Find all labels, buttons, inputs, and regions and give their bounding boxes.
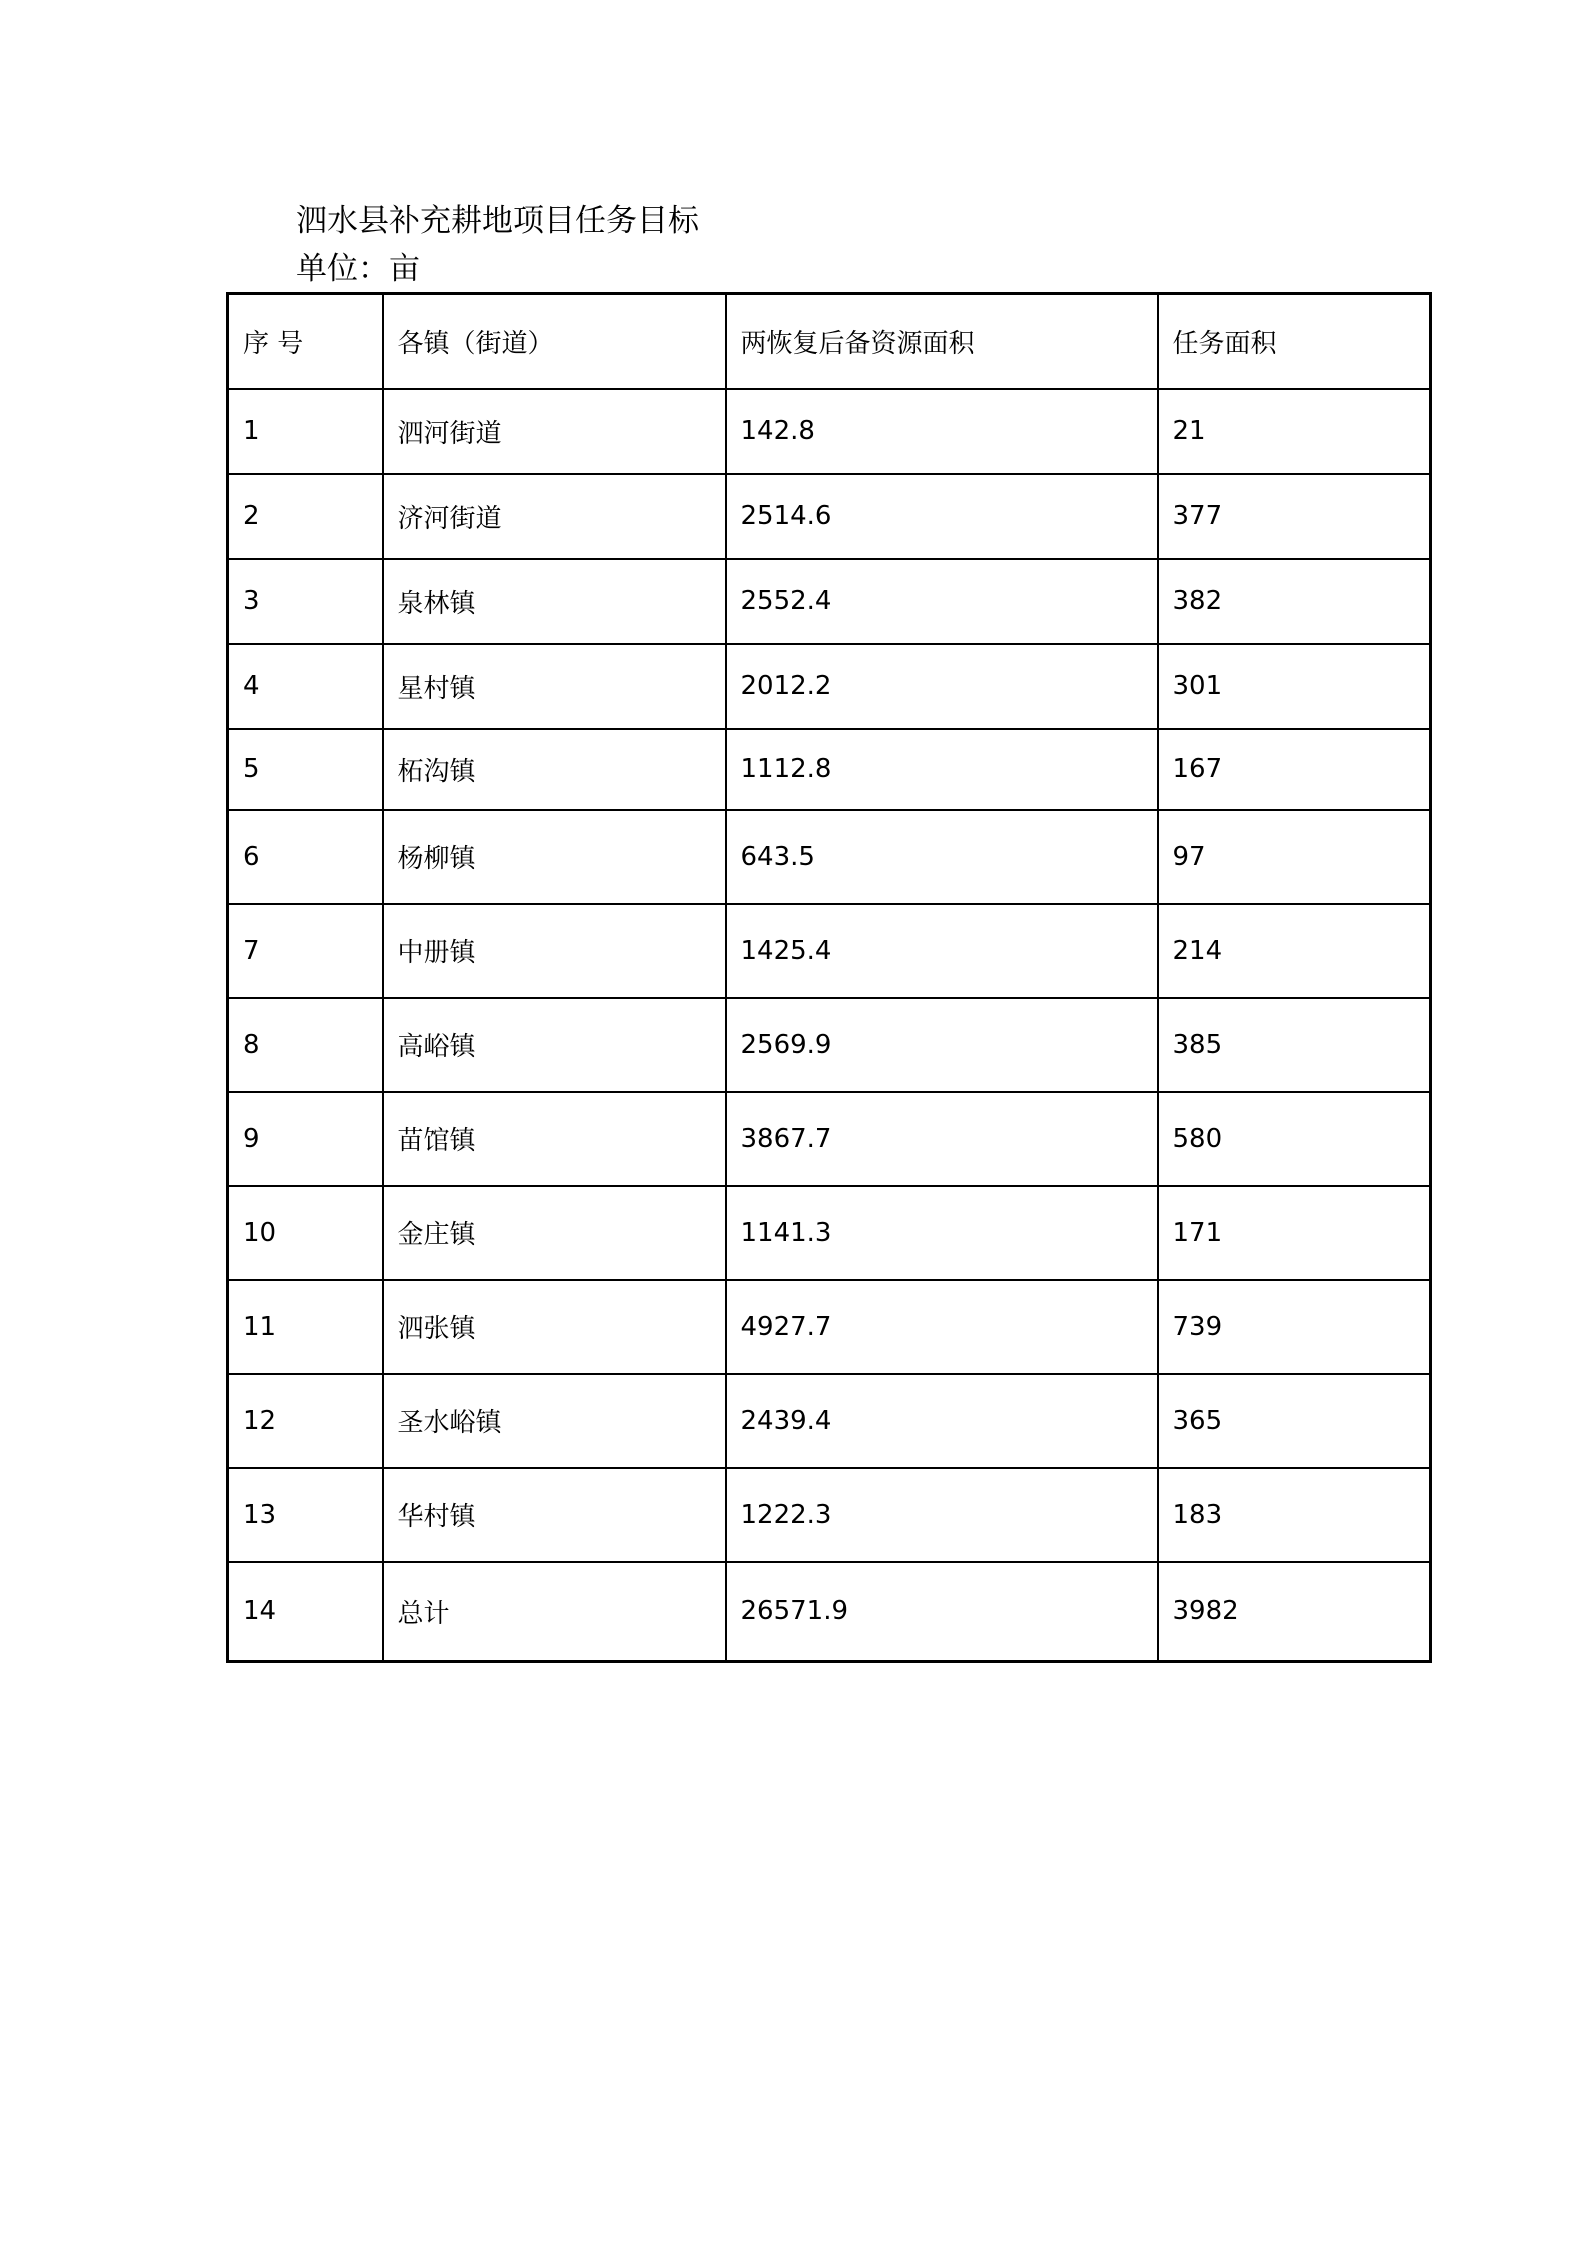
table-row <box>228 1280 1431 1374</box>
table-row <box>228 1186 1431 1280</box>
table-row <box>228 474 1431 559</box>
table-row <box>228 559 1431 644</box>
cell-town: 金庄镇 <box>383 1186 726 1280</box>
cell-serial-number: 8 <box>228 998 383 1092</box>
cell-task-area: 580 <box>1158 1092 1431 1186</box>
cell-task-area: 377 <box>1158 474 1431 559</box>
table-row <box>228 1092 1431 1186</box>
cell-town: 泗张镇 <box>383 1280 726 1374</box>
cell-reserve-area: 2552.4 <box>726 559 1158 644</box>
document-title: 泗水县补充耕地项目任务目标 <box>296 203 699 239</box>
cell-task-area: 21 <box>1158 389 1431 474</box>
cell-reserve-area: 1141.3 <box>726 1186 1158 1280</box>
table-header-row <box>228 294 1431 389</box>
cell-town: 苗馆镇 <box>383 1092 726 1186</box>
cell-serial-number: 11 <box>228 1280 383 1374</box>
cell-reserve-area: 2514.6 <box>726 474 1158 559</box>
cell-task-area: 183 <box>1158 1468 1431 1562</box>
cell-reserve-area: 2012.2 <box>726 644 1158 729</box>
cell-town: 柘沟镇 <box>383 729 726 810</box>
cell-town: 济河街道 <box>383 474 726 559</box>
cell-serial-number: 13 <box>228 1468 383 1562</box>
table-row <box>228 904 1431 998</box>
cell-reserve-area: 3867.7 <box>726 1092 1158 1186</box>
table-row <box>228 1468 1431 1562</box>
table-row <box>228 389 1431 474</box>
header-reserve-area: 两恢复后备资源面积 <box>726 294 1158 389</box>
cell-serial-number: 9 <box>228 1092 383 1186</box>
cell-reserve-area: 2439.4 <box>726 1374 1158 1468</box>
cell-serial-number: 3 <box>228 559 383 644</box>
cell-serial-number: 12 <box>228 1374 383 1468</box>
unit-label: 单位：亩 <box>296 251 420 287</box>
cell-serial-number: 7 <box>228 904 383 998</box>
cell-task-area: 365 <box>1158 1374 1431 1468</box>
cell-town: 杨柳镇 <box>383 810 726 904</box>
table-row <box>228 998 1431 1092</box>
table-row <box>228 1374 1431 1468</box>
cell-town: 华村镇 <box>383 1468 726 1562</box>
cell-task-area: 171 <box>1158 1186 1431 1280</box>
cell-town: 星村镇 <box>383 644 726 729</box>
header-serial-number: 序 号 <box>228 294 383 389</box>
cell-town: 泗河街道 <box>383 389 726 474</box>
cell-serial-number: 14 <box>228 1562 383 1662</box>
cell-reserve-area: 1425.4 <box>726 904 1158 998</box>
cell-task-area: 3982 <box>1158 1562 1431 1662</box>
table-row <box>228 810 1431 904</box>
cell-serial-number: 6 <box>228 810 383 904</box>
cell-reserve-area: 2569.9 <box>726 998 1158 1092</box>
cell-serial-number: 10 <box>228 1186 383 1280</box>
table-row <box>228 644 1431 729</box>
header-town: 各镇（街道） <box>383 294 726 389</box>
cell-town: 圣水峪镇 <box>383 1374 726 1468</box>
cell-reserve-area: 26571.9 <box>726 1562 1158 1662</box>
cell-task-area: 385 <box>1158 998 1431 1092</box>
cell-reserve-area: 4927.7 <box>726 1280 1158 1374</box>
cell-serial-number: 4 <box>228 644 383 729</box>
cell-reserve-area: 1222.3 <box>726 1468 1158 1562</box>
cell-town: 中册镇 <box>383 904 726 998</box>
cell-town: 泉林镇 <box>383 559 726 644</box>
task-table <box>226 292 1432 1663</box>
cell-reserve-area: 142.8 <box>726 389 1158 474</box>
cell-reserve-area: 1112.8 <box>726 729 1158 810</box>
cell-serial-number: 2 <box>228 474 383 559</box>
cell-task-area: 97 <box>1158 810 1431 904</box>
cell-task-area: 739 <box>1158 1280 1431 1374</box>
cell-task-area: 301 <box>1158 644 1431 729</box>
cell-reserve-area: 643.5 <box>726 810 1158 904</box>
header-task-area: 任务面积 <box>1158 294 1431 389</box>
cell-task-area: 214 <box>1158 904 1431 998</box>
cell-town: 总计 <box>383 1562 726 1662</box>
cell-serial-number: 1 <box>228 389 383 474</box>
cell-task-area: 382 <box>1158 559 1431 644</box>
cell-serial-number: 5 <box>228 729 383 810</box>
table-row <box>228 729 1431 810</box>
cell-town: 高峪镇 <box>383 998 726 1092</box>
table-row-total <box>228 1562 1431 1662</box>
cell-task-area: 167 <box>1158 729 1431 810</box>
